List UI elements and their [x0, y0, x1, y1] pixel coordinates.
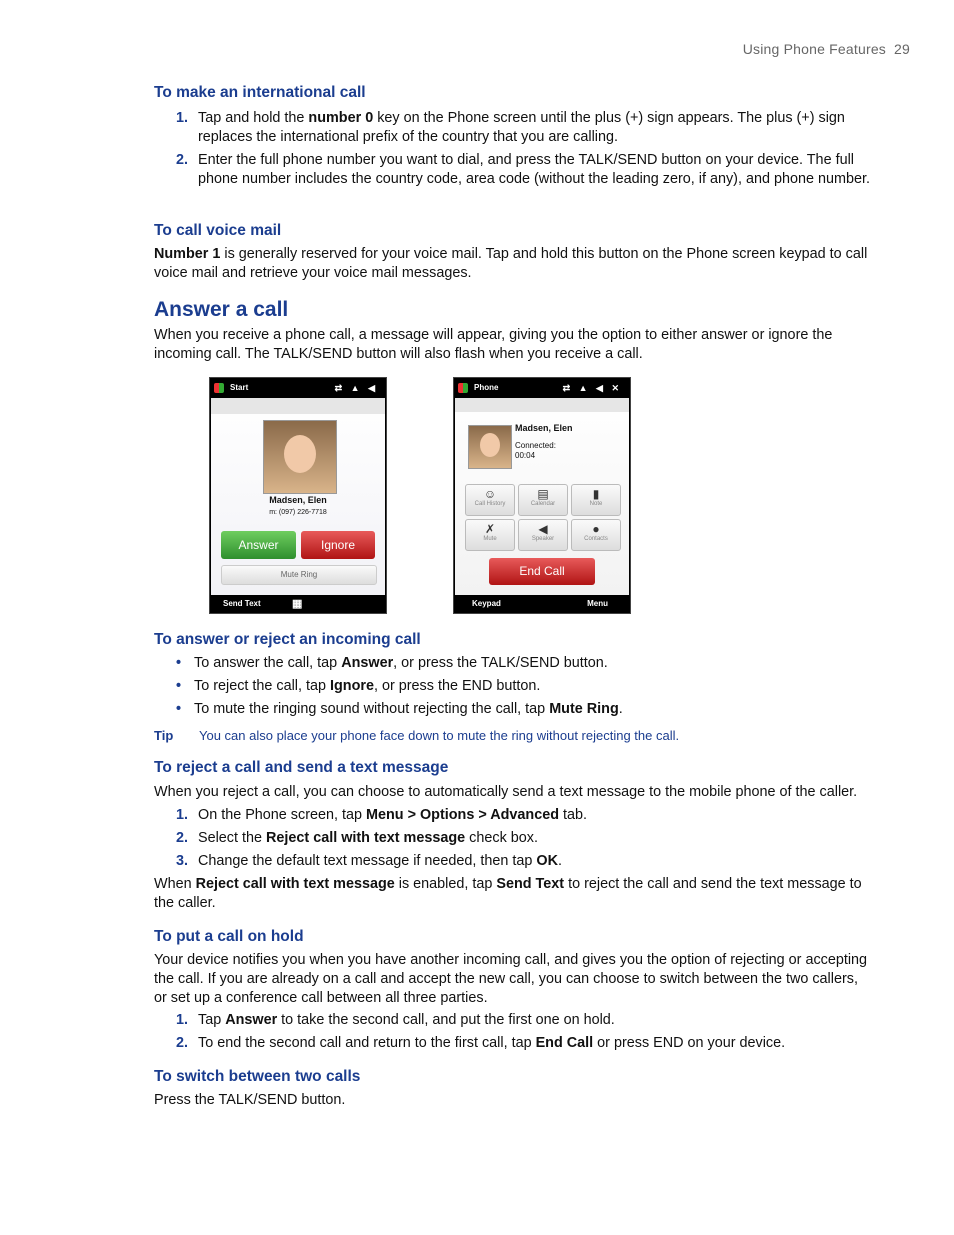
voicemail-paragraph: Number 1 is generally reserved for your voice mail. Tap and hold this button on the Phone screen keypad to call voice mail and retrieve your voice mail messages. [154, 246, 868, 281]
reject-text-outro: When Reject call with text message is enabled, tap Send Text to reject the call and send the text message to the caller. [154, 876, 862, 911]
call-status: Connected: [515, 441, 556, 450]
list-item: 2. To end the second call and return to the first call, tap End Call or press END on your device. [176, 1035, 786, 1051]
hold-intro: Your device notifies you when you have another incoming call, and gives you the option of rejecting or accepting the call. If you are already on a call and accept the new call, you can choose to switch between the two callers, or set up a conference call between all three parties. [154, 952, 868, 1006]
list-item: 2. Select the Reject call with text message check box. [176, 830, 538, 846]
section-title: Using Phone Features [742, 41, 887, 57]
call-timer: 00:04 [515, 451, 536, 460]
mute-icon: ✗ [484, 522, 496, 536]
page-number: 29 [894, 41, 910, 57]
running-header [743, 41, 910, 57]
reject-text-intro: When you reject a call, you can choose to automatically send a text message to the mobile phone of the caller. [154, 784, 858, 800]
title-bar: Phone ⇄ ▲ ◀ ✕ [454, 378, 630, 398]
caller-name: Madsen, Elen [269, 495, 327, 505]
speaker-button[interactable]: ◀ Speaker [518, 519, 568, 551]
menu-softkey[interactable]: Menu [587, 599, 608, 608]
answer-paragraph: When you receive a phone call, a message will appear, giving you the option to either answer or ignore the incoming call. The TALK/SEND button will also flash when you receive a call. [154, 327, 833, 362]
caller-name: Madsen, Elen [515, 423, 573, 433]
answer-reject-list [176, 654, 870, 723]
list-item: 2. Enter the full phone number you want to dial, and press the TALK/SEND button on your device. The full phone number includes the country code, area code (without the leading zero, if any), and phone number. [176, 152, 870, 187]
keypad-grid-icon[interactable]: ▦ [292, 598, 303, 610]
caller-photo [468, 425, 512, 469]
mute-ring-button[interactable]: Mute Ring [221, 565, 377, 585]
tip-label: Tip [154, 728, 174, 743]
reject-text-steps [176, 806, 870, 875]
soft-key-bar [210, 595, 386, 613]
heading-switch-calls: To switch between two calls [154, 1068, 361, 1085]
status-icons: ⇄ ▲ ◀ ✕ [562, 383, 622, 393]
end-call-button[interactable]: End Call [489, 558, 595, 585]
send-text-softkey[interactable]: Send Text [223, 599, 261, 608]
list-item: 1. Tap and hold the number 0 key on the Phone screen until the plus (+) sign appears. The plus (+) sign replaces the international prefix of the country that you are calling. [176, 110, 845, 145]
status-icons: ⇄ ▲ ◀ [334, 383, 378, 393]
hold-steps [176, 1011, 870, 1057]
call-history-button[interactable]: ☺ Call History [465, 484, 515, 516]
connected-call-screenshot [453, 377, 631, 614]
contacts-icon: ● [592, 522, 600, 536]
incoming-call-screenshot [209, 377, 387, 614]
intl-steps [176, 109, 870, 189]
note-button[interactable]: ▮ Note [571, 484, 621, 516]
soft-key-bar [454, 595, 630, 613]
heading-answer-or-reject: To answer or reject an incoming call [154, 631, 421, 648]
list-item: • To reject the call, tap Ignore, or press the END button. [176, 678, 541, 694]
caller-photo [263, 420, 337, 494]
note-icon: ▮ [592, 487, 600, 501]
title-bar: Start ⇄ ▲ ◀ [210, 378, 386, 398]
contacts-button[interactable]: ● Contacts [571, 519, 621, 551]
heading-call-on-hold: To put a call on hold [154, 928, 304, 945]
list-item: 3. Change the default text message if needed, then tap OK. [176, 853, 563, 869]
answer-button[interactable]: Answer [221, 531, 296, 559]
list-item: • To answer the call, tap Answer, or press the TALK/SEND button. [176, 655, 608, 671]
windows-start-icon [214, 383, 224, 393]
list-item: 1. Tap Answer to take the second call, and put the first one on hold. [176, 1012, 615, 1028]
mute-button[interactable]: ✗ Mute [465, 519, 515, 551]
list-item: 1. On the Phone screen, tap Menu > Options > Advanced tab. [176, 807, 588, 823]
heading-international-call: To make an international call [154, 84, 366, 101]
ignore-button[interactable]: Ignore [301, 531, 375, 559]
windows-start-icon [458, 383, 468, 393]
heading-voice-mail: To call voice mail [154, 222, 282, 239]
speaker-icon: ◀ [538, 522, 548, 536]
calendar-button[interactable]: ▤ Calendar [518, 484, 568, 516]
tip-note [154, 728, 679, 743]
heading-reject-with-text: To reject a call and send a text message [154, 759, 449, 776]
call-history-icon: ☺ [483, 487, 497, 501]
heading-answer-a-call: Answer a call [154, 298, 289, 321]
keypad-softkey[interactable]: Keypad [472, 599, 501, 608]
tip-text: You can also place your phone face down to mute the ring without rejecting the call. [199, 728, 680, 743]
list-item: • To mute the ringing sound without rejecting the call, tap Mute Ring. [176, 701, 623, 717]
calendar-icon: ▤ [537, 487, 549, 501]
switch-paragraph: Press the TALK/SEND button. [154, 1092, 346, 1108]
caller-number: m: (097) 226-7718 [269, 509, 327, 516]
